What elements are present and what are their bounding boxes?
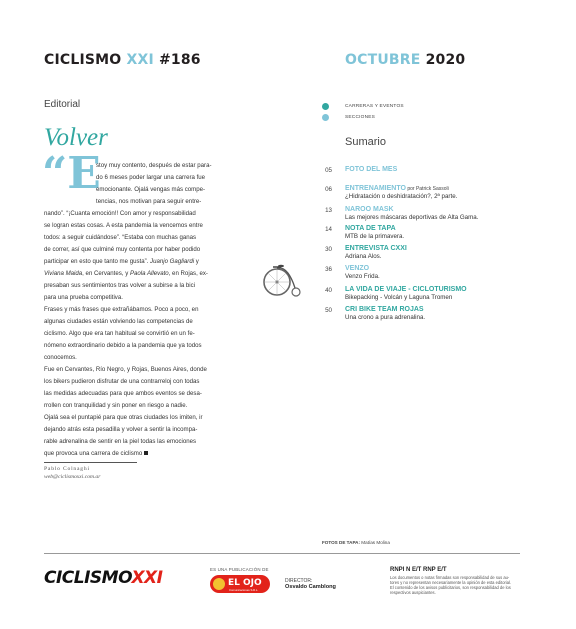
editorial-line: Fue en Cervantes, Río Negro, y Rojas, Buenos Aires, donde <box>44 366 207 373</box>
legal-notice-line: Los documentos o notas firmadas son responsabilidad de sus au- <box>390 575 510 580</box>
editorial-author: Pablo Colnaghi <box>44 466 90 472</box>
publication-label: ES UNA PUBLICACIÓN DE <box>210 567 269 572</box>
summary-item-entrevista[interactable]: ENTREVISTA CXXI <box>345 245 407 252</box>
summary-title: Sumario <box>345 136 386 148</box>
editorial-line: conocemos. <box>44 354 77 361</box>
editorial-line: todos: a seguir cuidándose”. “Estaba con muchas ganas <box>44 234 197 241</box>
summary-item-foto-del-mes[interactable]: FOTO DEL MES <box>345 166 398 173</box>
sections-legend-dot-icon <box>322 114 329 121</box>
events-legend-dot-icon <box>322 103 329 110</box>
summary-page-number: 06 <box>325 186 332 193</box>
penny-farthing-bicycle-icon <box>262 258 302 305</box>
editorial-line: Ojalá sea el puntapié para que otras ciudades los imiten, ir <box>44 414 203 421</box>
issue-date-header <box>345 52 465 68</box>
summary-page-number: 30 <box>325 246 332 253</box>
editorial-line-text: , en Rojas, ex- <box>168 270 208 277</box>
summary-page-number: 50 <box>325 307 332 314</box>
legend-sections-label: SECCIONES <box>345 115 376 120</box>
legend-events-label: CARRERAS Y EVENTOS <box>345 104 404 109</box>
summary-item-description: MTB de la primavera. <box>345 233 405 240</box>
editorial-line: rrollen con tranquilidad y sin poner en riesgo a nadie. <box>44 402 188 409</box>
publisher-subtitle: Comunicaciones S.R.L. <box>229 588 259 592</box>
editorial-drop-cap: “E <box>42 148 101 199</box>
summary-item-cicloturismo[interactable]: LA VIDA DE VIAJE - CICLOTURISMO <box>345 286 467 293</box>
editorial-line <box>44 256 199 268</box>
editorial-line: de correr, así que culminé muy contenta por haber podido <box>44 246 201 253</box>
director-label: DIRECTOR: <box>285 578 313 584</box>
summary-byline: por Patrick Sassoli <box>405 186 449 192</box>
editorial-line: stoy muy contento, después de estar para- <box>96 162 212 169</box>
footer-divider <box>44 553 520 554</box>
quoted-name: Paola Allevato <box>129 270 169 277</box>
magazine-issue-header <box>44 52 201 68</box>
logo-accent: XXI <box>131 568 163 588</box>
cover-credit-name: Matías Molina <box>360 540 390 545</box>
quoted-name: Viviana Maida <box>44 270 83 277</box>
cover-photo-credit <box>322 540 390 545</box>
author-divider <box>44 462 137 463</box>
cover-credit-label: FOTOS DE TAPA: <box>322 540 361 545</box>
editorial-line: do 6 meses poder largar una carrera fue <box>96 174 206 181</box>
ciclismo-xxi-logo <box>44 568 163 588</box>
summary-page-number: 05 <box>325 167 332 174</box>
summary-item-description: ¿Hidratación o deshidratación?, 2ª parte. <box>345 193 458 200</box>
issue-number: #186 <box>158 52 201 68</box>
summary-page-number: 36 <box>325 266 332 273</box>
editorial-line: presaban sus sentimientos tras volver a subirse a la bici <box>44 282 196 289</box>
editorial-line: algunas ciudades están volviendo las competencias de <box>44 318 193 325</box>
summary-item-description: Venzo Frida. <box>345 273 380 280</box>
editorial-line: emocionante. Ojalá vengas más compe- <box>96 186 206 193</box>
summary-item-cri-bike-team[interactable]: CRI BIKE TEAM ROJAS <box>345 306 424 313</box>
editorial-line: Frases y más frases que extrañábamos. Poco a poco, en <box>44 306 199 313</box>
editorial-line: los bikers pudieron disfrutar de una contrarreloj con todas <box>44 378 200 385</box>
editorial-line <box>44 268 208 280</box>
quoted-name: Juanjo Gagliardi <box>148 258 195 265</box>
editorial-line: dejando atrás esta pesadilla y volver a sentir la incompa- <box>44 426 198 433</box>
registration-number: RNPI N E/T RNP E/T <box>390 567 447 573</box>
end-mark-icon <box>144 451 148 455</box>
editorial-line: ciclismo. Algo que era tan habitual se convirtió en un fe- <box>44 330 195 337</box>
issue-month: OCTUBRE <box>345 52 421 68</box>
editorial-line-text: que provoca una carrera de ciclismo <box>44 450 143 457</box>
editorial-line: rable adrenalina de sentir en la piel todas las emociones <box>44 438 197 445</box>
editorial-line <box>44 448 148 460</box>
summary-item-description: Bikepacking - Volcán y Laguna Tromen <box>345 294 453 301</box>
summary-item-entrenamiento[interactable] <box>345 185 449 192</box>
summary-page-number: 14 <box>325 226 332 233</box>
summary-item-label: ENTRENAMIENTO <box>345 185 406 192</box>
summary-item-nota-de-tapa[interactable]: NOTA DE TAPA <box>345 225 396 232</box>
legal-notice-line: El contenido de los avisos publicitarios, son responsabilidad de los <box>390 585 511 590</box>
editorial-title: Volver <box>44 124 108 151</box>
editorial-line: las medidas adecuadas para que ambos eventos se desa- <box>44 390 202 397</box>
publisher-name: EL OJO <box>228 578 262 588</box>
name-connector: y <box>194 258 199 265</box>
summary-page-number: 13 <box>325 207 332 214</box>
magazine-name-accent: XXI <box>126 52 154 68</box>
summary-item-description: Una crono a pura adrenalina. <box>345 314 426 321</box>
editorial-email: web@ciclismoxxi.com.ar <box>44 474 101 480</box>
director-name: Osvaldo Camblong <box>285 584 336 590</box>
legal-notice-line: respectivos auspiciantes. <box>390 590 436 595</box>
editorial-line-text: participar en esto que tanto me gusta”. <box>44 258 149 265</box>
summary-item-description: Adriana Alos. <box>345 253 382 260</box>
summary-page-number: 40 <box>325 287 332 294</box>
summary-item-naroo-mask[interactable]: NAROO MASK <box>345 206 394 213</box>
logo-main: CICLISMO <box>44 568 132 588</box>
eye-icon <box>213 578 225 590</box>
editorial-line-text: , en Cervantes, y <box>82 270 130 277</box>
editorial-line: nando”. “¡Cuanta emoción!! Con amor y responsabilidad <box>44 210 196 217</box>
legal-notice-line: tores y no representan necesariamente la opinión de esta editorial. <box>390 580 512 585</box>
magazine-name: CICLISMO <box>44 52 122 68</box>
editorial-line: para una prueba competitiva. <box>44 294 123 301</box>
summary-item-description: Las mejores máscaras deportivas de Alta Gama. <box>345 214 479 221</box>
editorial-line: nómeno extraordinario debido a la pandemia que ya todos <box>44 342 202 349</box>
issue-year: 2020 <box>425 52 466 68</box>
editorial-line: tencias, nos motivan para seguir entre- <box>96 198 202 205</box>
editorial-line: se logran estas cosas. A esta pandemia la vencemos entre <box>44 222 203 229</box>
summary-item-venzo[interactable]: VENZO <box>345 265 370 272</box>
editorial-section-label: Editorial <box>44 99 81 110</box>
